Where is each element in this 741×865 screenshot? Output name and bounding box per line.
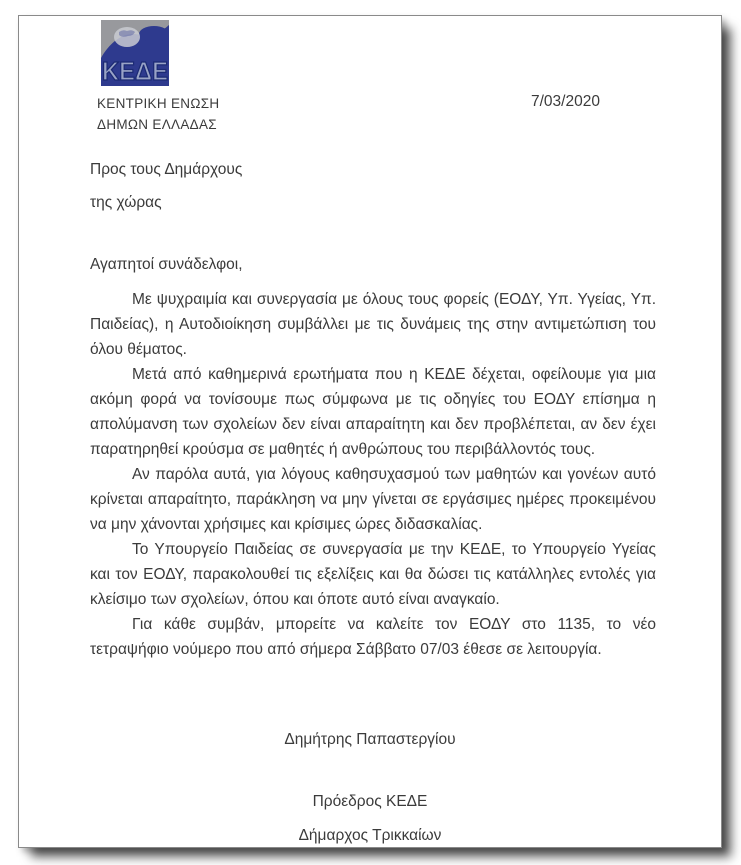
signer-name: Δημήτρης Παπαστεργίου (284, 731, 456, 748)
letter-date: 7/03/2020 (531, 93, 600, 110)
letter-body (90, 287, 656, 662)
recipient-line2: της χώρας (90, 194, 162, 211)
signer-title-president: Πρόεδρος ΚΕΔΕ (312, 793, 428, 810)
paragraph-4: Το Υπουργείο Παιδείας σε συνεργασία με την ΚΕΔΕ, το Υπουργείο Υγείας και τον ΕΟΔΥ, παρακολουθεί τις εξελίξεις και θα δώσει τις κατάλληλες εντολές για κλείσιμο των σχολείων, όπου και όποτε αυτό είναι αναγκαίο. (90, 541, 656, 608)
salutation: Αγαπητοί συνάδελφοι, (90, 256, 243, 273)
org-name-block (97, 93, 219, 135)
recipient-block (90, 153, 242, 219)
paragraph-3: Αν παρόλα αυτά, για λόγους καθησυχασμού των μαθητών και γονέων αυτό κρίνεται απαραίτητο, παράκληση να μην γίνεται σε εργάσιμες ημέρες προκειμένου να μην χάνονται χρήσιμες και κρίσιμες ώρες διδασκαλίας. (90, 466, 656, 533)
letter-page (18, 15, 722, 848)
logo-wordmark: ΚΕΔΕ (102, 56, 168, 86)
org-name-line1: ΚΕΝΤΡΙΚΗ ΕΝΩΣΗ (97, 96, 220, 111)
logo-globe (114, 27, 140, 47)
paragraph-1: Με ψυχραιμία και συνεργασία με όλους τους φορείς (ΕΟΔΥ, Υπ. Υγείας, Υπ. Παιδείας), η Αυτοδιοίκηση συμβάλλει με τις δυνάμεις της στην αντιμετώπιση του όλου θέματος. (90, 291, 656, 358)
org-name-line2: ΔΗΜΩΝ ΕΛΛΑΔΑΣ (97, 117, 217, 132)
paragraph-2: Μετά από καθημερινά ερωτήματα που η ΚΕΔΕ δέχεται, οφείλουμε για μια ακόμη φορά να τονίσουμε πως σύμφωνα με τις οδηγίες του ΕΟΔΥ επίσημα η απολύμανση των σχολείων δεν είναι απαραίτητη και δεν προβλέπεται, αν δεν έχει παρατηρηθεί κρούσμα σε μαθητές ή ανθρώπους του περιβάλλοντός τους. (90, 366, 656, 458)
logo-wave-crest (139, 26, 169, 42)
kede-logo-icon (101, 20, 169, 86)
paragraph-5: Για κάθε συμβάν, μπορείτε να καλείτε τον ΕΟΔΥ στο 1135, το νέο τετραψήφιο νούμερο που από σήμερα Σάββατο 07/03 έθεσε σε λειτουργία. (90, 616, 656, 658)
signer-title-mayor: Δήμαρχος Τρικκαίων (298, 827, 442, 844)
recipient-line1: Προς τους Δημάρχους (90, 161, 243, 178)
kede-logo (101, 20, 169, 86)
